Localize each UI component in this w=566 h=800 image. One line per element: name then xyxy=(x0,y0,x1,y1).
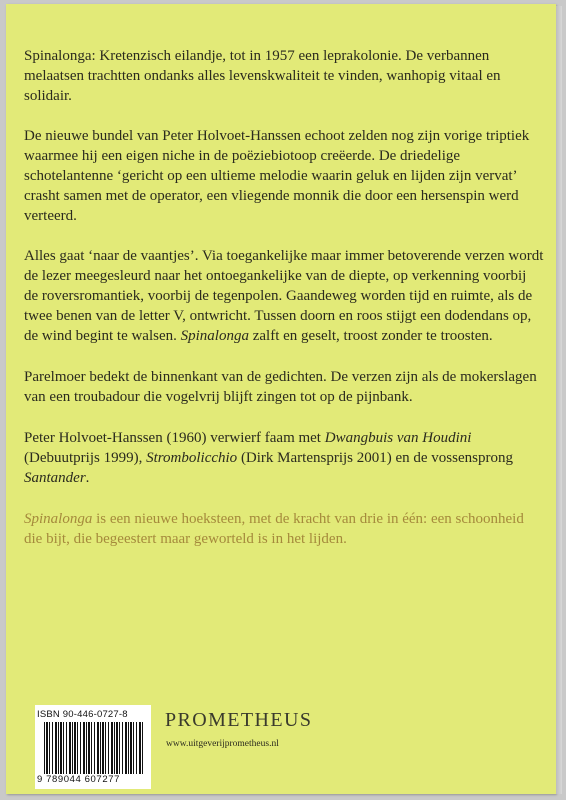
text-run: (Debuutprijs 1999), xyxy=(24,450,147,466)
blurb-paragraph-3 xyxy=(24,246,544,346)
blurb-paragraph-1 xyxy=(24,46,544,106)
text-run: Spinalonga xyxy=(180,328,249,344)
text-run: zalft en geselt, troost zonder te troosten. xyxy=(248,328,493,344)
blurb-text xyxy=(24,46,544,569)
book-back-cover xyxy=(6,4,556,794)
text-run: Peter Holvoet-Hanssen (1960) verwierf faam met xyxy=(24,430,325,446)
text-run: Spinalonga xyxy=(24,511,93,527)
isbn-text: ISBN 90-446-0727-8 xyxy=(37,709,128,720)
publisher-url: www.uitgeverijprometheus.nl xyxy=(166,739,279,749)
barcode-label xyxy=(35,705,151,789)
text-run: Spinalonga: Kretenzisch eilandje, tot in 1957 een leprakolonie. De verbannen melaatsen trachtten ondanks alles levenskwaliteit te vinden, wanhopig vitaal en solidair. xyxy=(24,48,501,104)
text-run: . xyxy=(85,470,90,486)
barcode-number: 9 789044 607277 xyxy=(37,774,120,785)
text-run: Alles gaat ‘naar de vaantjes’. Via toegankelijke maar immer betoverende verzen wordt de lezer meegesleurd naar het ontoegankelijke van de diepte, op verkenning voorbij de roversromantiek, voorbij de tegenpolen. Gaandeweg worden tijd en ruimte, als de twee benen van de letter V, ontwricht. Tussen doorn en roos stijgt een dodendans op, de wind begint te walsen. xyxy=(24,248,544,344)
barcode-icon xyxy=(44,722,144,774)
text-run: Dwangbuis van Houdini xyxy=(324,430,472,446)
text-run: Santander xyxy=(24,470,86,486)
blurb-paragraph-4 xyxy=(24,367,544,407)
blurb-paragraph-5 xyxy=(24,428,544,488)
publisher-logo: PROMETHEUS xyxy=(165,709,313,731)
text-run: Strombolicchio xyxy=(146,450,238,466)
text-run: (Dirk Martensprijs 2001) en de vossensprong xyxy=(237,450,513,466)
text-run: is een nieuwe hoeksteen, met de kracht van drie in één: een schoonheid die bijt, die begeestert maar geworteld is in het lijden. xyxy=(24,511,524,547)
blurb-paragraph-6 xyxy=(24,509,544,549)
text-run: Parelmoer bedekt de binnenkant van de gedichten. De verzen zijn als de mokerslagen van een troubadour die vogelvrij blijft zingen tot op de pijnbank. xyxy=(24,369,537,405)
page-edge xyxy=(556,6,562,794)
text-run: De nieuwe bundel van Peter Holvoet-Hanssen echoot zelden nog zijn vorige triptiek waarmee hij een eigen niche in de poëziebiotoop creëerde. De driedelige schotelantenne ‘gericht op een ultieme melodie waarin geluk en lijden zijn vervat’ crasht samen met de operator, een vliegende monnik die door een hersenspin werd verteerd. xyxy=(24,128,530,224)
blurb-paragraph-2 xyxy=(24,126,544,226)
